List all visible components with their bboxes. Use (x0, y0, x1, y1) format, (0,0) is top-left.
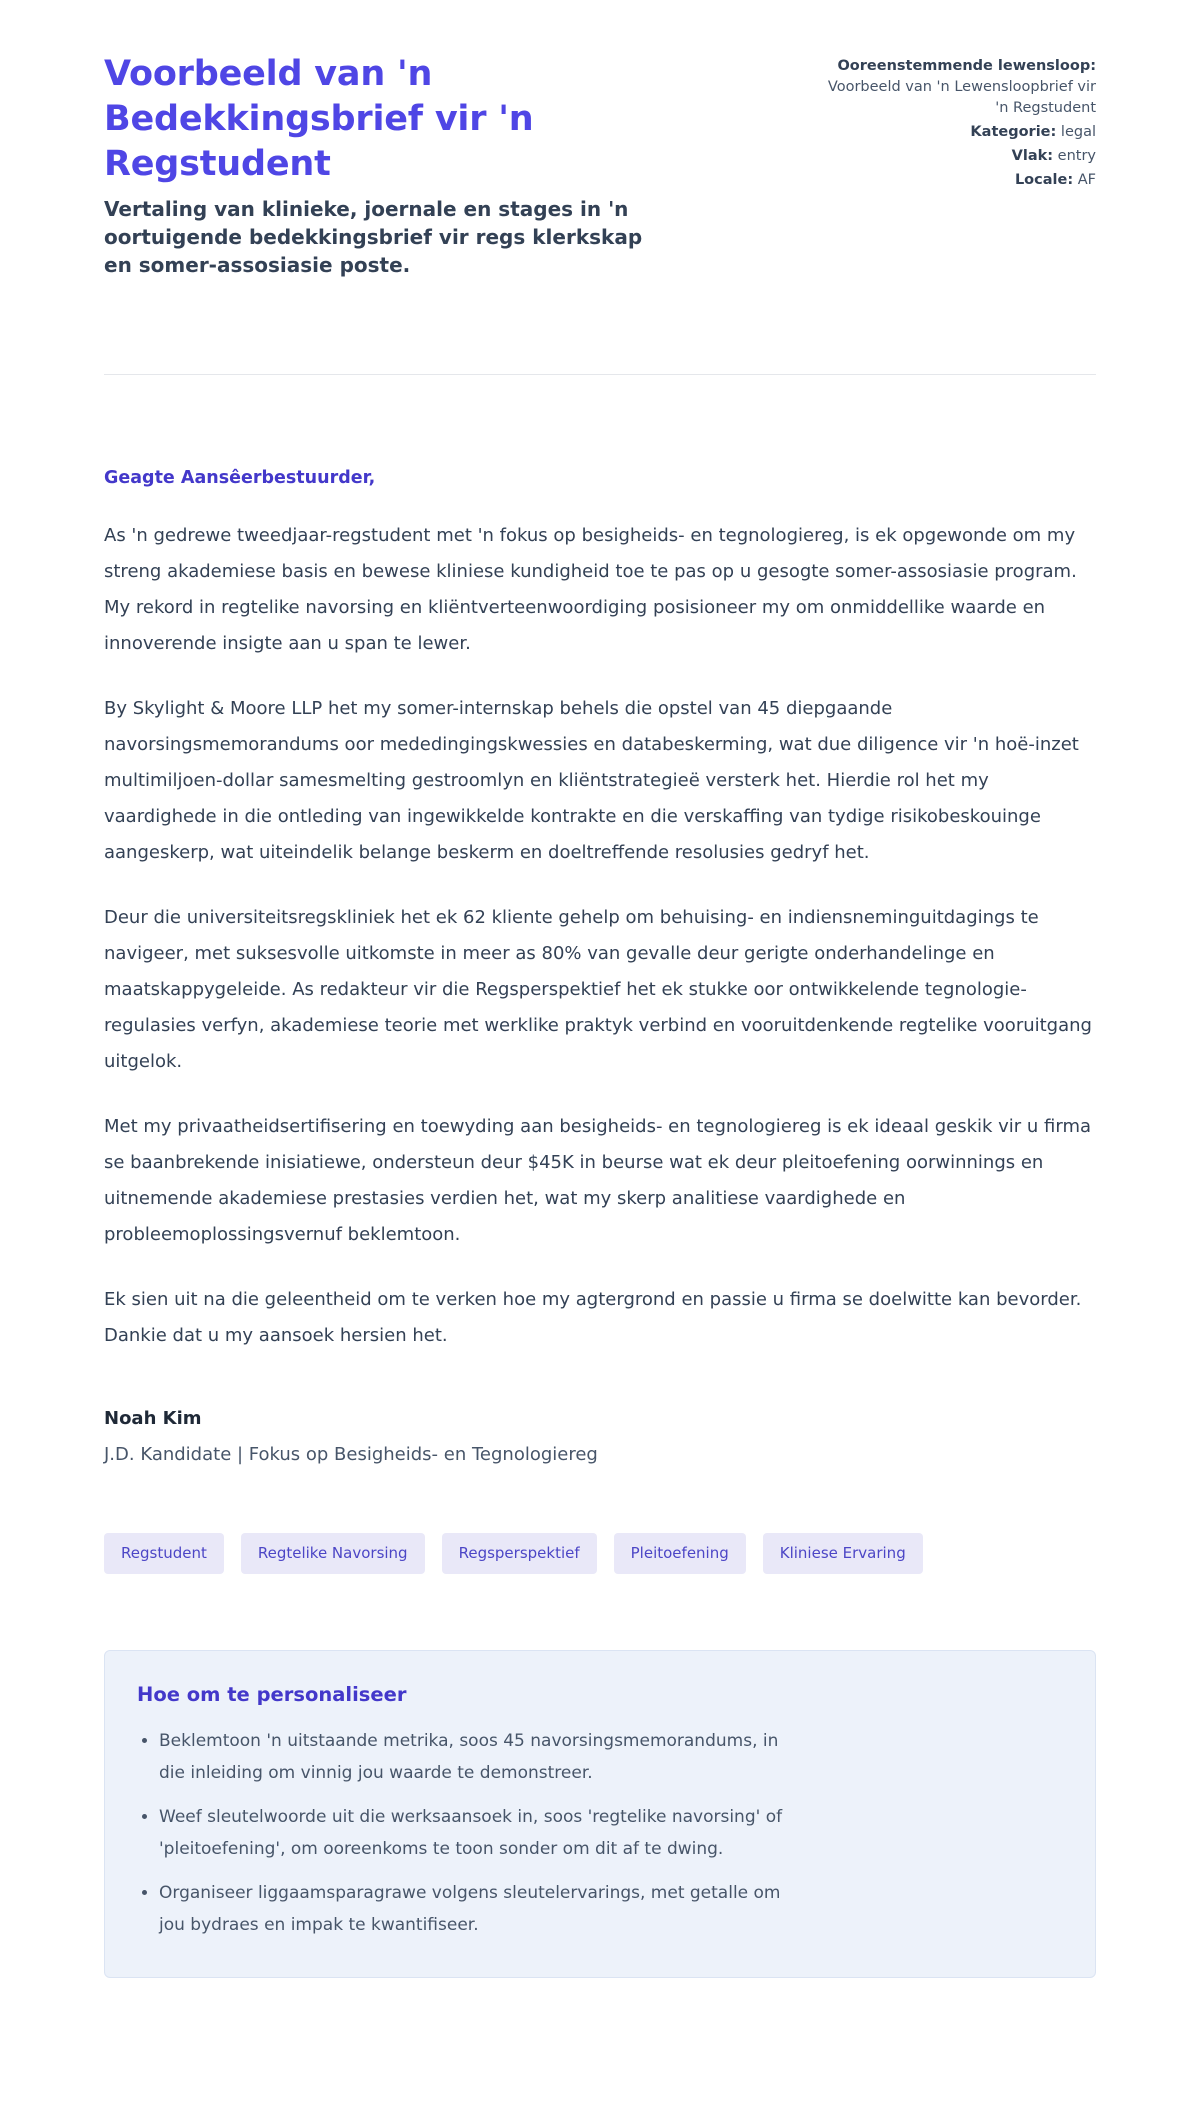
meta-category-value: legal (1060, 124, 1096, 141)
meta-panel (824, 52, 1096, 194)
meta-matching-resume-label: Ooreenstemmende lewensloop: (837, 58, 1096, 74)
page-header (104, 52, 1096, 279)
personalize-callout (104, 1650, 1096, 1978)
letter-greeting: Geagte Aansêerbestuurder, (104, 468, 376, 489)
page-subtitle: Vertaling van klinieke, joernale en stages in 'n oortuigende bedekkingsbrief vir regs klerkskap en somer-assosiasie poste. (104, 197, 643, 278)
personalize-tip-3: • Organiseer liggaamsparagrawe volgens sleutelervarings, met getalle om jou bydraes en impak te kwantifiseer. (159, 1878, 794, 1941)
letter-paragraph-4: Met my privaatheidsertifisering en toewyding aan besigheids- en tegnologiereg is ek ideaal geskik vir u firma se baanbrekende inisiatiewe, ondersteun deur $45K in beurse wat ek deur pleitoefening oorwinnings en uitnemende akademiese prestasies verdien het, wat my skerp analitiese vaardighede en probleemoplossingsvernuf beklemtoon. (104, 1116, 1092, 1246)
personalize-tip-1: • Beklemtoon 'n uitstaande metrika, soos 45 navorsingsmemorandums, in die inleiding om vinnig jou waarde te demonstreer. (159, 1726, 794, 1789)
meta-matching-resume-value: Voorbeeld van 'n Lewensloopbrief vir 'n Regstudent (827, 79, 1096, 117)
letter-paragraph-3: Deur die universiteitsregskliniek het ek 62 kliente gehelp om behuising- en indiensneminguitdagings te navigeer, met suksesvolle uitkomste in meer as 80% van gevalle deur gerigte onderhandelinge en maatskappygeleide. As redakteur vir die Regsperspektief het ek stukke oor ontwikkelende tegnologie-regulasies verfyn, akademiese teorie met werklike praktyk verbind en vooruitdenkende regtelike vooruitgang uitgelok. (104, 907, 1092, 1073)
meta-level (824, 146, 1096, 167)
meta-locale-value: AF (1077, 172, 1096, 189)
meta-category (824, 122, 1096, 143)
personalize-heading: Hoe om te personaliseer (137, 1683, 407, 1707)
tag-chip-regtelike-navorsing[interactable]: Regtelike Navorsing (241, 1533, 425, 1574)
meta-locale (824, 170, 1096, 191)
letter-body (104, 468, 1096, 1465)
page-title: Voorbeeld van 'n Bedekkingsbrief vir 'n Regstudent (104, 54, 534, 184)
tag-chip-regstudent[interactable]: Regstudent (104, 1533, 224, 1574)
letter-paragraph-5: Ek sien uit na die geleentheid om te verken hoe my agtergrond en passie u firma se doelwitte kan bevorder. Dankie dat u my aansoek hersien het. (104, 1289, 1082, 1347)
tag-chip-kliniese-ervaring[interactable]: Kliniese Ervaring (763, 1533, 923, 1574)
letter-paragraph-1: As 'n gedrewe tweedjaar-regstudent met 'n fokus op besigheids- en tegnologiereg, is ek opgewonde om my streng akademiese basis en bewese kliniese kundigheid toe te pas op u gesogte somer-assosiasie program. My rekord in regtelike navorsing en kliëntverteenwoordiging posisioneer my om onmiddellike waarde en innoverende insigte aan u span te lewer. (104, 525, 1077, 655)
header-title-block (104, 52, 656, 279)
meta-level-value: entry (1057, 148, 1096, 165)
tag-chip-regsperspektief[interactable]: Regsperspektief (442, 1533, 597, 1574)
meta-category-label: Kategorie: (970, 124, 1057, 141)
meta-matching-resume (824, 56, 1096, 119)
signature-title: J.D. Kandidate | Fokus op Besigheids- en Tegnologiereg (104, 1444, 598, 1466)
meta-locale-label: Locale: (1014, 172, 1074, 189)
letter-paragraph-2: By Skylight & Moore LLP het my somer-internskap behels die opstel van 45 diepgaande navorsingsmemorandums oor mededingingskwessies en databeskerming, wat due diligence vir 'n hoë-inzet multimiljoen-dollar samesmelting gestroomlyn en kliëntstrategieë versterk het. Hierdie rol het my vaardighede in die ontleding van ingewikkelde kontrakte en die verskaffing van tydige risikobeskouinge aangeskerp, wat uiteindelik belange beskerm en doeltreffende resolusies gedryf het. (104, 698, 1079, 864)
header-divider (104, 374, 1096, 375)
cover-letter-page (104, 52, 1096, 1978)
personalize-tip-list (137, 1726, 794, 1941)
tag-list (104, 1533, 1096, 1574)
tag-chip-pleitoefening[interactable]: Pleitoefening (614, 1533, 746, 1574)
personalize-tip-2: • Weef sleutelwoorde uit die werksaansoek in, soos 'regtelike navorsing' of 'pleitoefening', om ooreenkoms te toon sonder om dit af te dwing. (159, 1802, 794, 1865)
meta-level-label: Vlak: (1011, 148, 1054, 165)
signature-name: Noah Kim (104, 1408, 202, 1430)
